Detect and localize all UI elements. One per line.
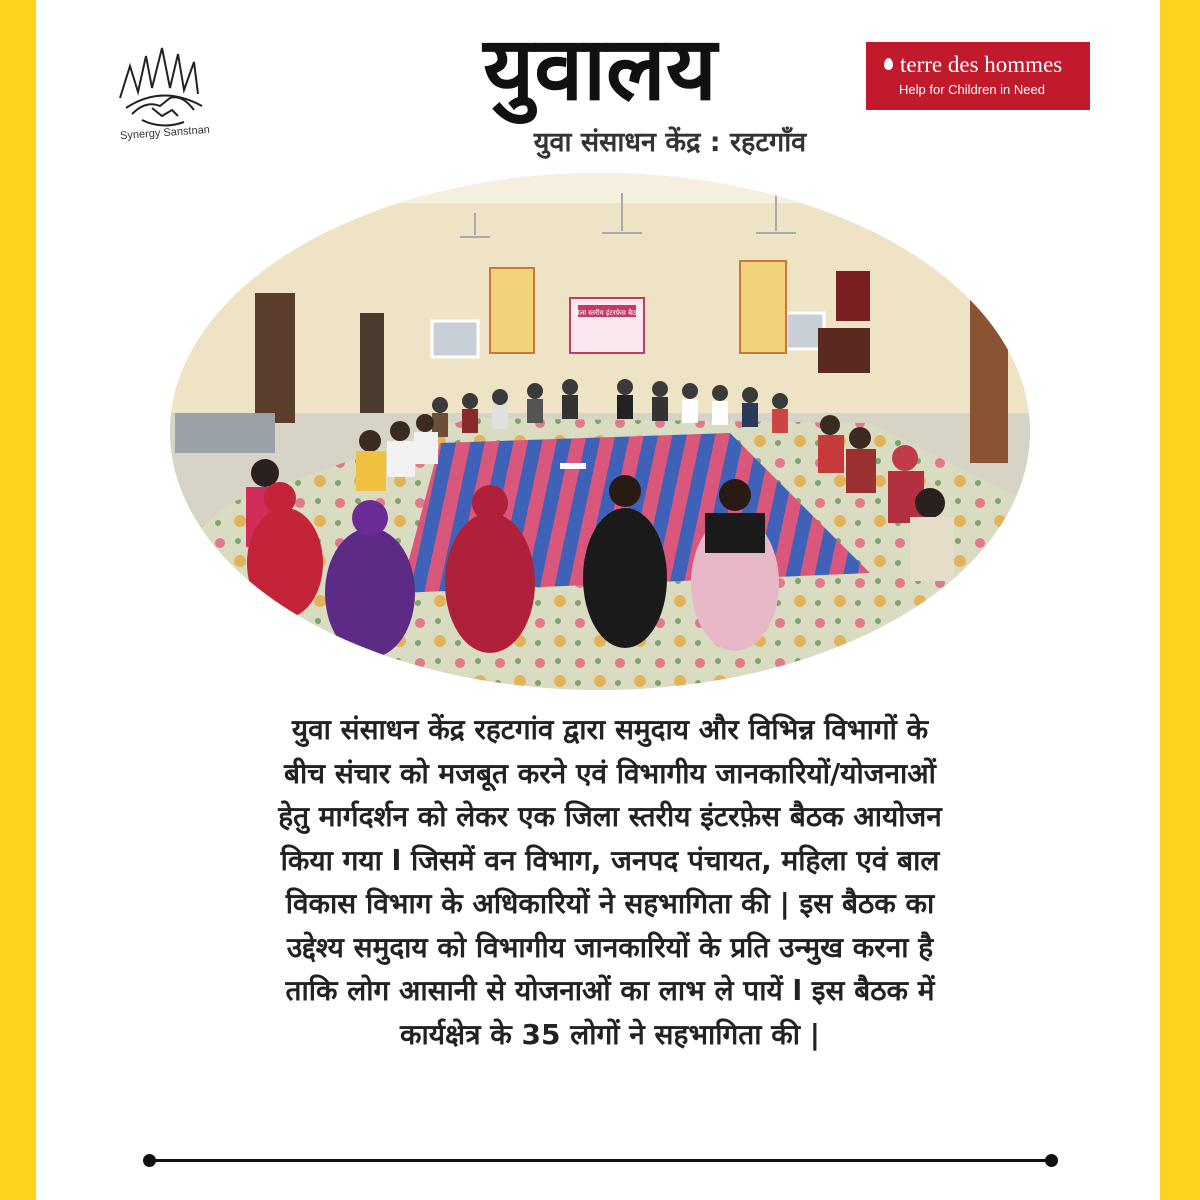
description-line: विकास विभाग के अधिकारियों ने सहभागिता की | इस बैठक का <box>285 887 935 920</box>
description-line: हेतु मार्गदर्शन को लेकर एक जिला स्तरीय इंटरफ़ेस बैठक आयोजन <box>278 800 942 833</box>
tdh-logo-name: terre des hommes <box>900 52 1063 77</box>
page-title: युवालय <box>483 17 717 120</box>
banner-title: जिला स्तरीय इंटरफ़ेस बैठक <box>572 309 642 317</box>
sun-handshake-icon <box>112 36 212 136</box>
divider-dot-left <box>143 1154 156 1167</box>
meeting-photo <box>170 173 1030 690</box>
bottom-divider <box>150 1159 1050 1162</box>
tdh-logo-tagline: Help for Children in Need <box>899 82 1045 97</box>
description-line: युवा संसाधन केंद्र रहटगांव द्वारा समुदाय और विभिन्न विभागों के <box>291 713 929 746</box>
yellow-border-left <box>0 0 36 1200</box>
page-subtitle: युवा संसाधन केंद्र : रहटगाँव <box>533 127 807 158</box>
description-line: उद्देश्य समुदाय को विभागीय जानकारियों के प्रति उन्मुख करना है <box>286 930 934 964</box>
synergy-logo-text: Synergy Sanstnan <box>119 123 211 143</box>
description-line: बीच संचार को मजबूत करने एवं विभागीय जानकारियों/योजनाओं <box>284 756 936 790</box>
description-text <box>60 708 1160 1056</box>
terre-des-hommes-logo <box>866 42 1090 110</box>
drop-icon <box>884 58 893 70</box>
description-line: किया गया l जिसमें वन विभाग, जनपद पंचायत, महिला एवं बाल <box>280 843 940 877</box>
description-line: ताकि लोग आसानी से योजनाओं का लाभ ले पायें l इस बैठक में <box>285 974 935 1007</box>
meeting-photo-illustration <box>170 173 1030 690</box>
divider-dot-right <box>1045 1154 1058 1167</box>
yellow-border-right <box>1160 0 1200 1200</box>
description-line: कार्यक्षेत्र के 35 लोगों ने सहभागिता की | <box>400 1017 820 1051</box>
